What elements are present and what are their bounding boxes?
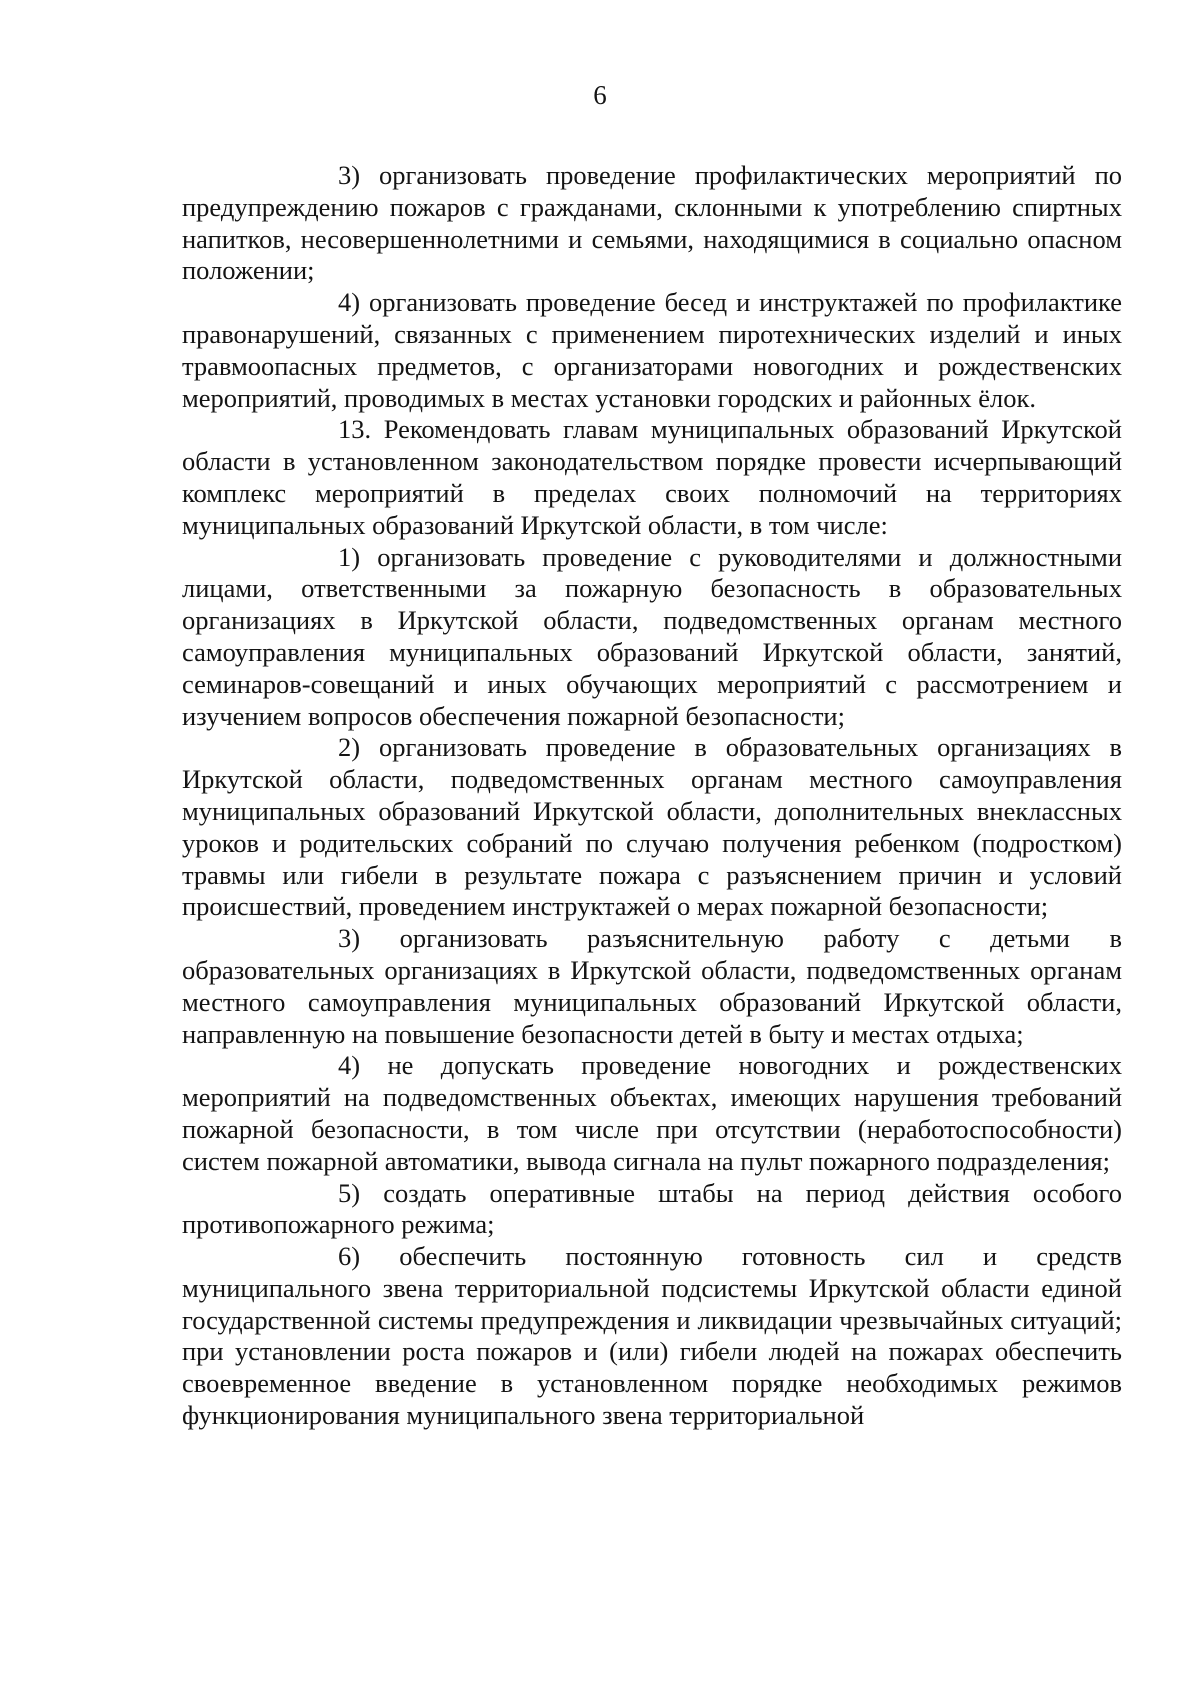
paragraph-item-4 bbox=[182, 287, 1122, 414]
paragraph-text: организовать проведение в образовательных организациях в Иркутской области, подведомственных органам местного самоуправления муниципальных образований Иркутской области, дополнительных внеклассных уроков и родительских собраний по случаю получения ребенком (подростком) травмы или гибели в результате пожара с разъяснением причин и условий происшествий, проведением инструктажей о мерах пожарной безопасности; bbox=[182, 732, 1122, 922]
paragraph-text: организовать проведение профилактических мероприятий по предупреждению пожаров с гражданами, склонными к употреблению спиртных напитков, несовершеннолетними и семьями, находящимися в социально опасном положении; bbox=[182, 160, 1123, 286]
paragraph-text: организовать разъяснительную работу с детьми в образовательных организациях в Иркутской области, подведомственных органам местного самоуправления муниципальных образований Иркутской области, направленную на повышение безопасности детей в быту и местах отдыха; bbox=[182, 923, 1123, 1049]
paragraph-text: не допускать проведение новогодних и рождественских мероприятий на подведомственных объектах, имеющих нарушения требований пожарной безопасности, в том числе при отсутствии (неработоспособности) систем пожарной автоматики, вывода сигнала на пульт пожарного подразделения; bbox=[182, 1050, 1122, 1176]
document-body bbox=[182, 160, 1122, 1432]
section-number: 13. bbox=[338, 414, 372, 445]
paragraph-text: обеспечить постоянную готовность сил и средств муниципального звена территориальной подсистемы Иркутской области единой государственной системы предупреждения и ликвидации чрезвычайных ситуаций; при установлении роста пожаров и (или) гибели людей на пожарах обеспечить своевременное введение в установленном порядке необходимых режимов функционирования муниципального звена территориальной bbox=[182, 1241, 1122, 1431]
paragraph-text: Рекомендовать главам муниципальных образований Иркутской области в установленном законодательством порядке провести исчерпывающий комплекс мероприятий в пределах своих полномочий на территориях муниципальных образований Иркутской области, в том числе: bbox=[182, 414, 1122, 540]
paragraph-text: организовать проведение бесед и инструктажей по профилактике правонарушений, связанных с применением пиротехнических изделий и иных травмоопасных предметов, с организаторами новогодних и рождественских мероприятий, проводимых в местах установки городских и районных ёлок. bbox=[182, 287, 1122, 413]
item-number: 3) bbox=[338, 923, 361, 954]
item-number: 6) bbox=[338, 1241, 361, 1272]
item-number: 2) bbox=[338, 732, 361, 763]
paragraph-subitem-6 bbox=[182, 1241, 1122, 1432]
paragraph-section-13 bbox=[182, 414, 1122, 541]
paragraph-subitem-2 bbox=[182, 732, 1122, 923]
paragraph-subitem-5 bbox=[182, 1178, 1122, 1242]
item-number: 1) bbox=[338, 541, 361, 572]
item-number: 4) bbox=[338, 1050, 361, 1081]
item-number: 4) bbox=[338, 287, 361, 318]
paragraph-item-3 bbox=[182, 160, 1122, 287]
item-number: 3) bbox=[338, 160, 361, 190]
page-number: 6 bbox=[593, 80, 607, 110]
paragraph-text: создать оперативные штабы на период действия особого противопожарного режима; bbox=[182, 1177, 1123, 1240]
paragraph-subitem-1 bbox=[182, 542, 1122, 733]
paragraph-text: организовать проведение с руководителями и должностными лицами, ответственными за пожарную безопасность в образовательных организациях в Иркутской области, подведомственных органам местного самоуправления муниципальных образований Иркутской области, занятий, семинаров-совещаний и иных обучающих мероприятий с рассмотрением и изучением вопросов обеспечения пожарной безопасности; bbox=[182, 541, 1123, 731]
paragraph-subitem-3 bbox=[182, 923, 1122, 1050]
item-number: 5) bbox=[338, 1177, 361, 1208]
paragraph-subitem-4 bbox=[182, 1050, 1122, 1177]
